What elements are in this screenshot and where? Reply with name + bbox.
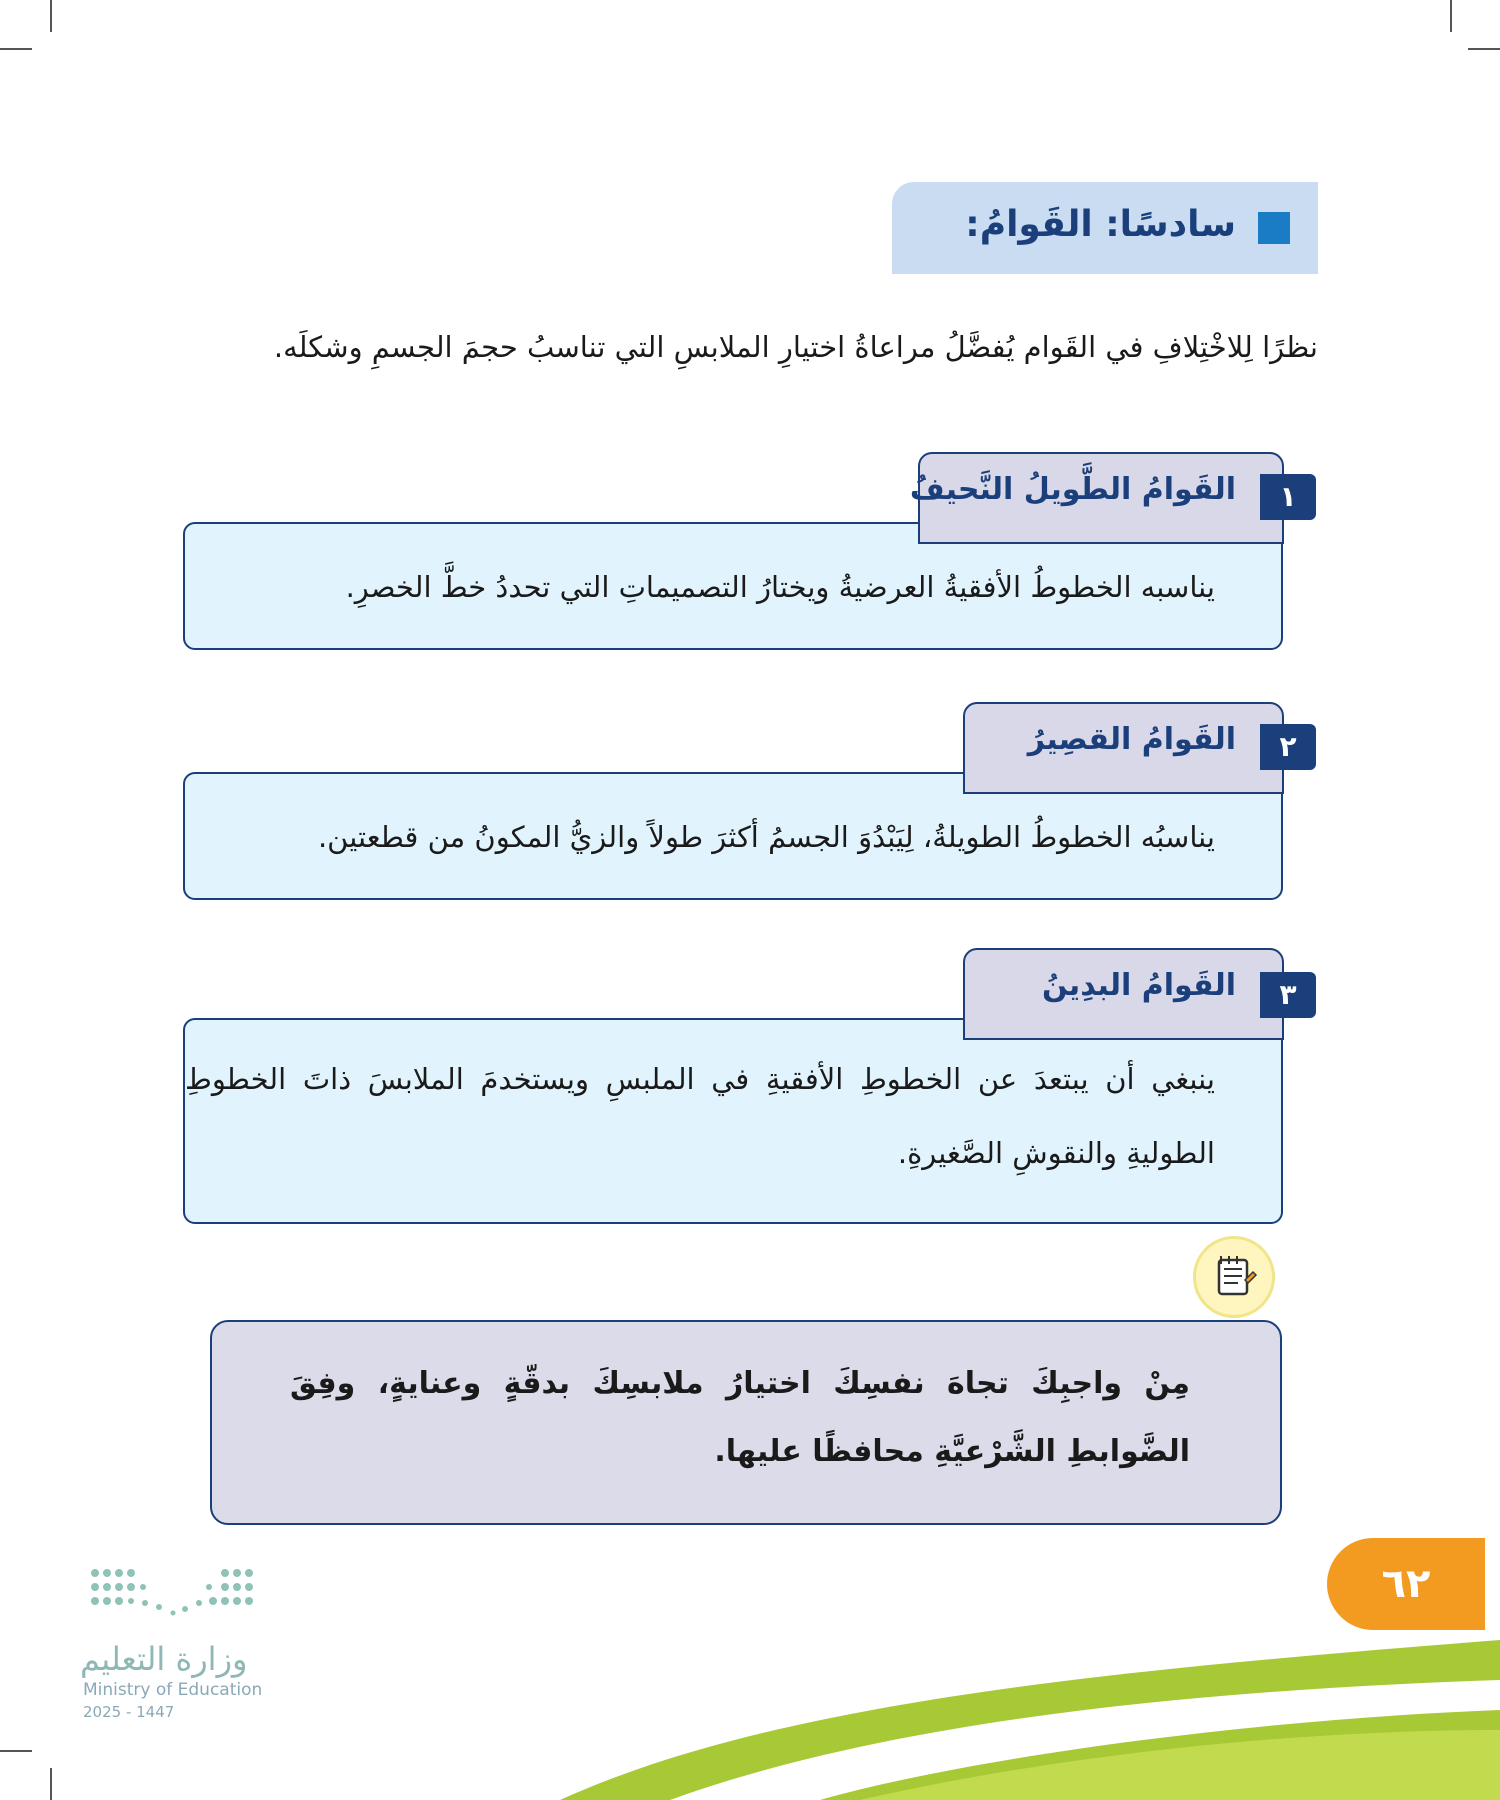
intro-paragraph: نظرًا لِلاخْتِلافِ في القَوام يُفضَّلُ مراعاةُ اختيارِ الملابسِ التي تناسبُ حجمَ الجسمِ وشكلَه. <box>273 330 1318 364</box>
topic-tab-plump <box>963 948 1284 1040</box>
section-header <box>892 182 1318 274</box>
crop-mark <box>50 1768 52 1800</box>
note-box <box>210 1320 1282 1525</box>
topic-text: يناسبُه الخطوطُ الطويلةُ، لِيَبْدُوَ الجسمُ أكثرَ طولاً والزيُّ المكونُ من قطعتين. <box>317 820 1215 854</box>
topic-text: ينبغي أن يبتعدَ عن الخطوطِ الأفقيةِ في الملبسِ ويستخدمَ الملابسَ ذاتَ الخطوطِ الطوليةِ والنقوشِ الصَّغيرةِ. <box>185 1062 1215 1170</box>
topic-text: يناسبه الخطوطُ الأفقيةُ العرضيةُ ويختارُ التصميماتِ التي تحددُ خطَّ الخصرِ. <box>345 570 1215 604</box>
page-number: ٦٢ <box>1327 1538 1485 1630</box>
topic-title: القَوامُ البدِينُ <box>1041 968 1236 1003</box>
ministry-arabic-name: وزارة التعليم <box>80 1640 248 1678</box>
topic-number-badge: ١ <box>1260 474 1316 520</box>
ministry-logo-icon <box>85 1565 265 1625</box>
topic-tab-short <box>963 702 1284 794</box>
notebook-icon <box>1193 1236 1275 1318</box>
topic-number-badge: ٣ <box>1260 972 1316 1018</box>
topic-title: القَوامُ الطَّويلُ النَّحيفُ <box>909 472 1236 507</box>
topic-box-plump <box>183 1018 1283 1224</box>
ministry-year: 2025 - 1447 <box>83 1703 175 1721</box>
crop-mark <box>0 48 32 50</box>
crop-mark <box>50 0 52 32</box>
section-square-icon <box>1258 212 1290 244</box>
topic-tab-tall-thin <box>909 452 1284 544</box>
topic-title: القَوامُ القصِيرُ <box>1027 722 1236 757</box>
topic-number-badge: ٢ <box>1260 724 1316 770</box>
decorative-swoosh <box>560 1640 1500 1800</box>
crop-mark <box>0 1750 32 1752</box>
crop-mark <box>1450 0 1452 32</box>
crop-mark <box>1468 48 1500 50</box>
note-text: مِنْ واجبِكَ تجاهَ نفسِكَ اختيارُ ملابسِكَ بدقّةٍ وعنايةٍ، وفِقَ الضَّوابطِ الشَّرْعيَّةِ محافظًا عليها. <box>290 1366 1190 1469</box>
section-title: سادسًا: القَوامُ: <box>965 204 1236 245</box>
ministry-english-name: Ministry of Education <box>83 1680 263 1700</box>
